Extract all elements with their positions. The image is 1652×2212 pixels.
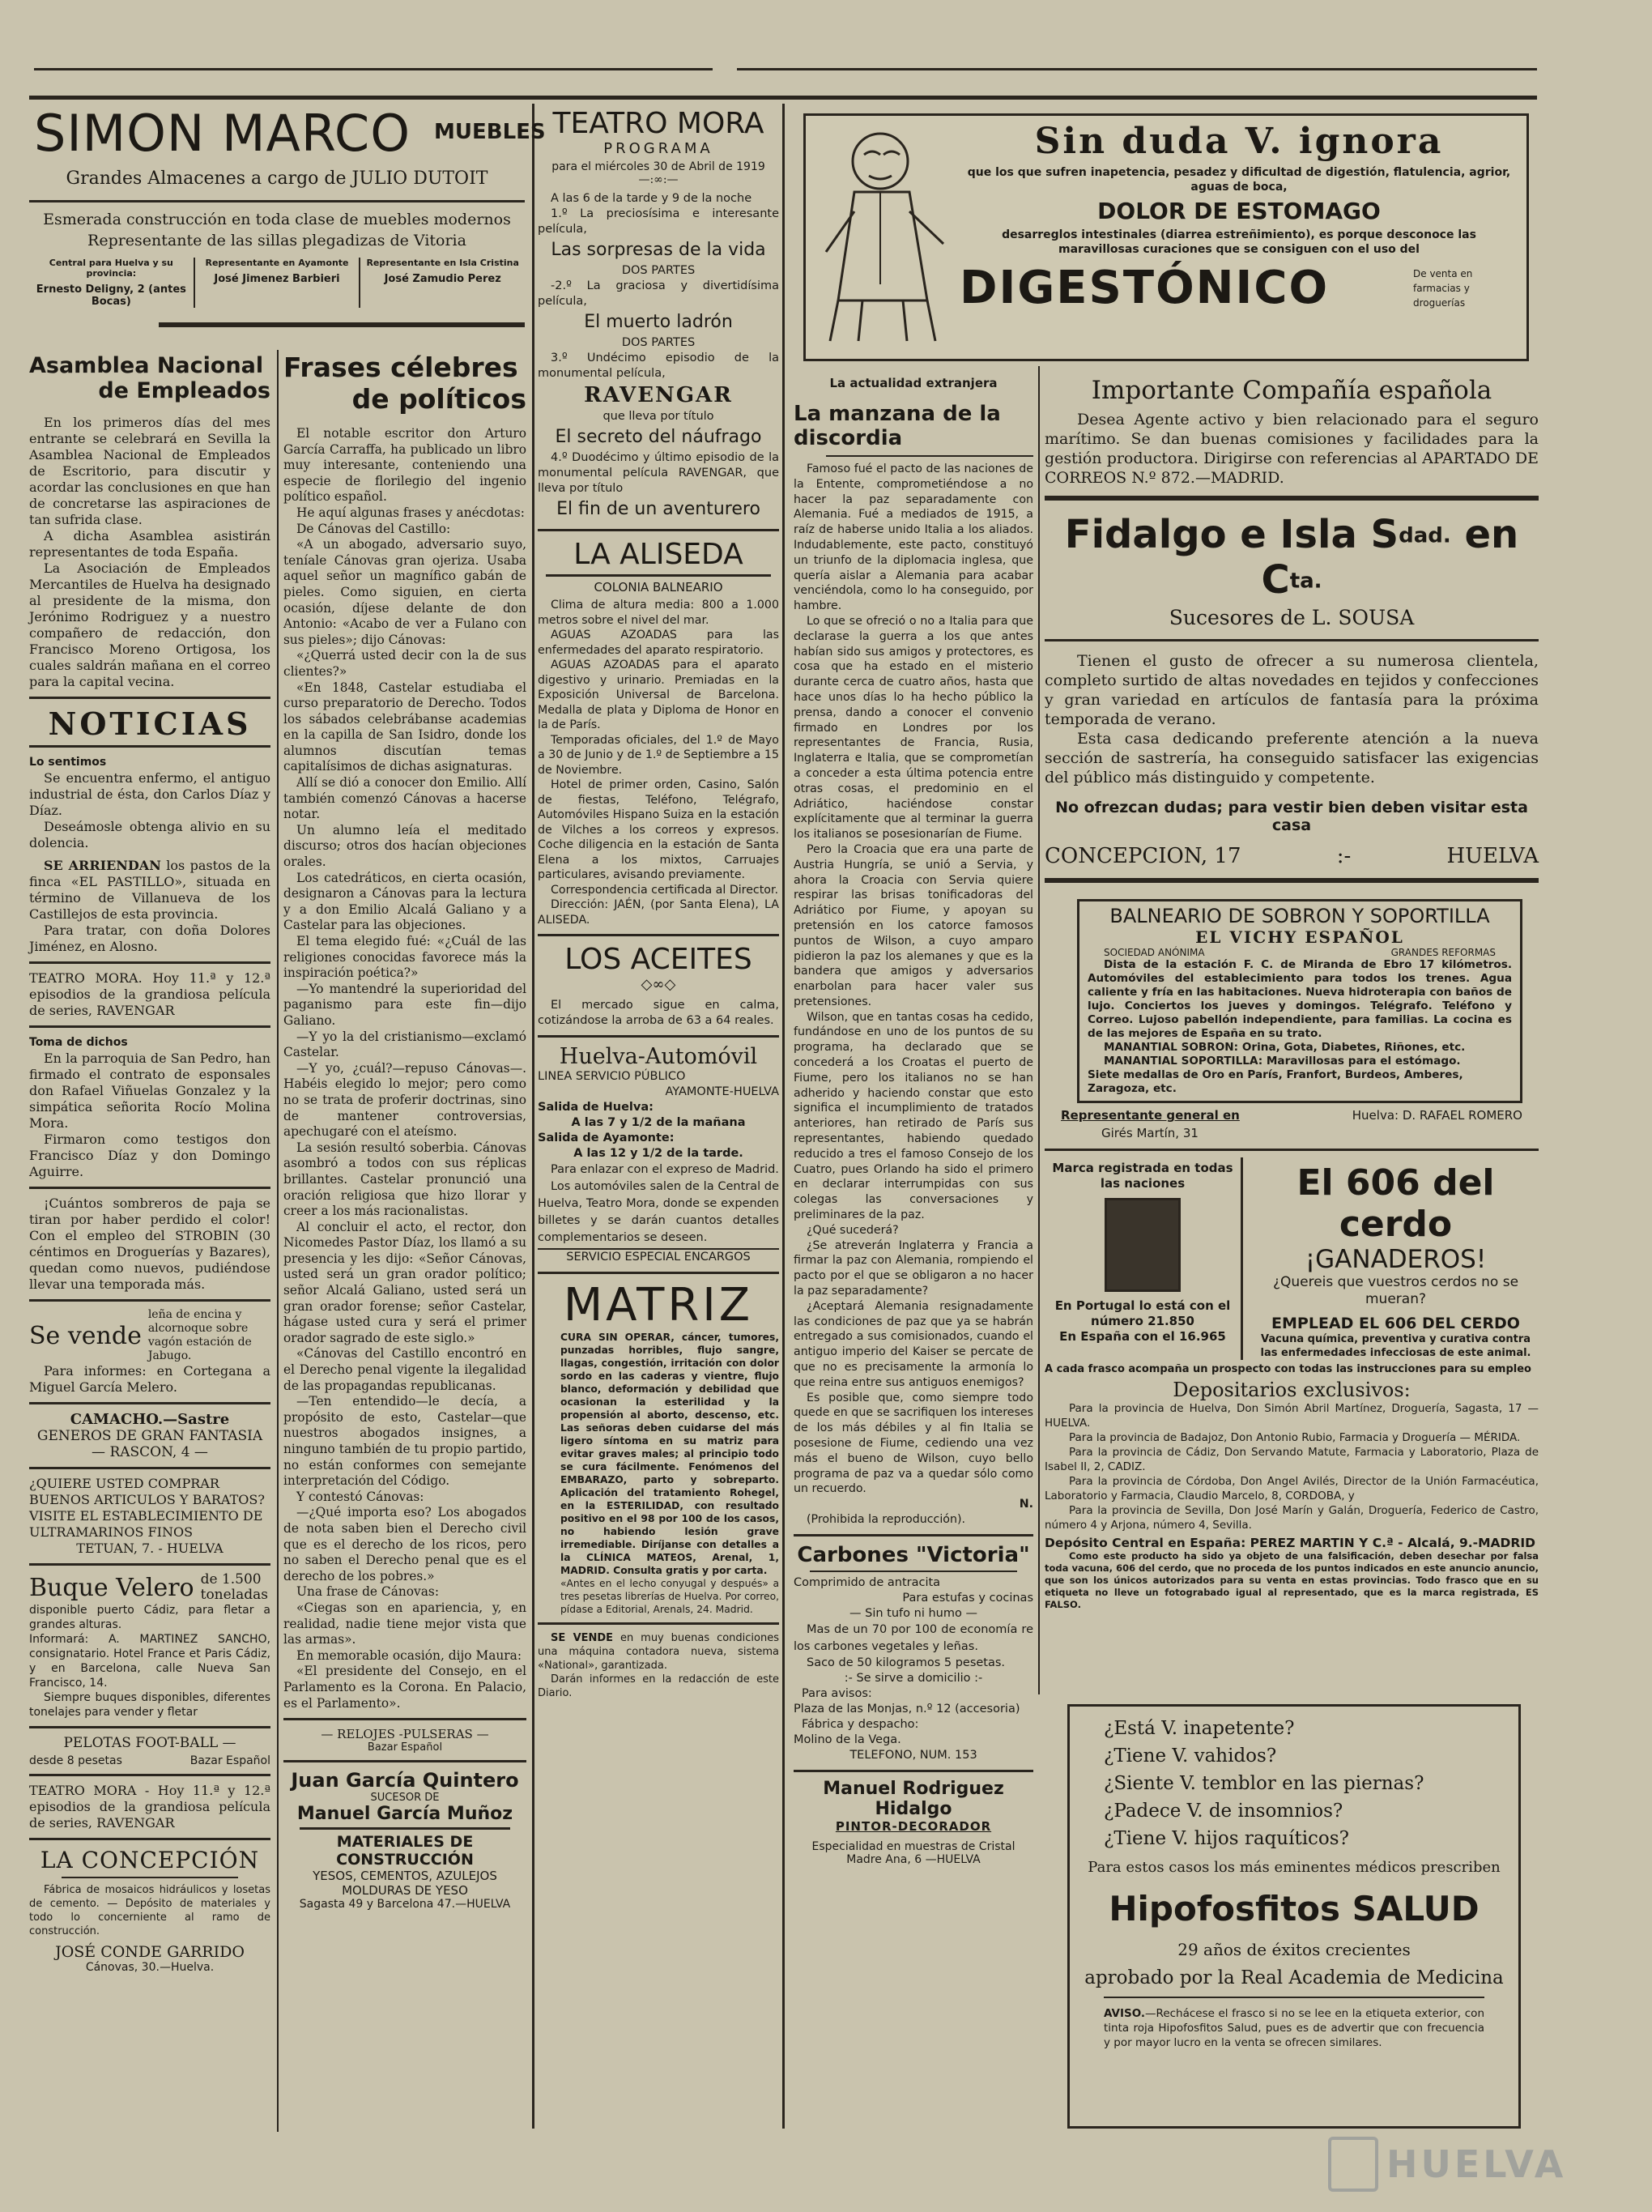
- carbones-l1: Comprimido de antracita: [794, 1575, 941, 1589]
- matriz-p2: «Antes en el lecho conyugal y después» a tres pesetas librerías de Huelva. Por correo, pídase a Editorial, Arenals, 24. Madrid.: [560, 1578, 779, 1615]
- watermark-text: HUELVA: [1386, 2142, 1567, 2186]
- salud-exitos: 29 años de éxitos crecientes: [1177, 1940, 1411, 1959]
- balneario-ad: [1077, 899, 1522, 1103]
- manzana-p6: ¿Se atreverán Inglaterra y Francia a firmar la paz con Alemania, rompiendo el pacto por el que se obligaron a no hacer la paz separadamente?: [794, 1238, 1033, 1298]
- hidalgo-l1: Especialidad en muestras de Cristal: [811, 1839, 1015, 1853]
- carbones-l7: Fábrica y despacho:: [802, 1717, 919, 1731]
- arriendan-lead: SE ARRIENDAN: [44, 858, 161, 873]
- teatro-mora-notice-2: TEATRO MORA - Hoy 11.ª y 12.ª episodios de la grandiosa película de series, RAVENGAR: [29, 1783, 270, 1831]
- garcia-l1: YESOS, CEMENTOS, AZULEJOS: [313, 1869, 497, 1884]
- balneario-sa: SOCIEDAD ANÓNIMA: [1104, 947, 1205, 958]
- garcia-prev: Manuel García Muñoz: [296, 1804, 513, 1825]
- frases-p15: Al concluir el acto, el rector, don Nicomedes Pastor Díaz, los llamó a su presencia y les dijo: «Señor Cánovas, usted será un gran orador político; señor Alcalá Galiano, usted será un gran orador forense; señor Castelar, hágase usted cura y será el primer orador sagrado de este siglo.»: [283, 1219, 526, 1345]
- salud-brand: Hipofosfitos SALUD: [1109, 1889, 1480, 1929]
- teatro-dp2: DOS PARTES: [621, 336, 696, 349]
- quiere-l2: VISITE EL ESTABLECIMIENTO DE ULTRAMARINOS FINOS: [29, 1508, 263, 1540]
- frases-p5: «¿Querrá usted decir con la de sus clientes?»: [283, 648, 526, 679]
- header-rule: [29, 96, 1537, 100]
- frases-p14: La sesión resultó soberbia. Cánovas asombró a todos con sus réplicas brillantes. Castelar pronunció una oración religiosa que hizo llorar y creer a los más racionalistas.: [283, 1140, 526, 1219]
- carbones-l6: Plaza de las Monjas, n.º 12 (accesoria): [794, 1702, 1020, 1715]
- col-divider-left: [277, 350, 279, 2132]
- noticias-h2: Toma de dichos: [29, 1036, 128, 1049]
- arriendan-text: los pastos de la finca «EL PASTILLO», situada en término de Villanueva de los Castillejos de esta provincia.: [29, 858, 271, 922]
- simon-sub: Grandes Almacenes a cargo de JULIO DUTOIT: [66, 168, 488, 189]
- aliseda-p1: Clima de altura media: 800 a 1.000 metros sobre el nivel del mar.: [538, 599, 779, 627]
- garcia-l2: MOLDURAS DE YESO: [342, 1883, 468, 1899]
- cerdo-stamp-icon: [1105, 1198, 1181, 1292]
- frases-title-2: de políticos: [351, 383, 526, 415]
- asamblea-title-2: de Empleados: [98, 378, 270, 403]
- asamblea-p3: La Asociación de Empleados Mercantiles de Huelva ha designado al presidente de la misma, don Jerónimo Rodriguez y a nuestro compañero de redacción, don Francisco Moreno Ortigosa, los cuales saldrán mañana en el correo para la capital vecina.: [29, 560, 270, 689]
- simon-marco-ad: [29, 104, 546, 343]
- frases-p1: El notable escritor don Arturo García Carraffa, ha publicado un libro muy interesante, conteniendo una especie de florilegio del ingenio político español.: [283, 426, 526, 505]
- fidalgo-en: en C: [1261, 512, 1519, 603]
- teatro-t4: El fin de un aventurero: [556, 499, 760, 519]
- frases-p20: Una frase de Cánovas:: [296, 1584, 440, 1600]
- manzana-kicker: La actualidad extranjera: [829, 376, 998, 390]
- buque-p1: disponible puerto Cádiz, para fletar a grandes alturas.: [29, 1604, 270, 1631]
- frases-p2: He aquí algunas frases y anécdotas:: [296, 505, 525, 520]
- aliseda-p5: Hotel de primer orden, Casino, Salón de fiestas, Teléfono, Telégrafo, Automóviles Hispano Suiza en la estación de Vilches a los correos y expresos. Coche diligencia en la estación de Santa Elena a los mixtos, Carruajes particulares, avisando previamente.: [538, 778, 779, 881]
- auto-h2: A las 12 y 1/2 de la tarde.: [573, 1147, 743, 1160]
- fidalgo-p2: Esta casa dedicando preferente atención a la nueva sección de sastrería, ha conseguido satisfacer las exigencias del público más distinguido y competente.: [1045, 730, 1539, 786]
- asamblea-title-1: Asamblea Nacional: [29, 353, 264, 378]
- manzana-p3: Pero la Croacia que era una parte de Austria Hungría, se unió a Servia, y ahora la Croacia con Servia quiere respirar las brisas tonificadoras del Adriático por Fiume, y apoyan su pretensión en los catorce famosos puntos de Wilson, a cuyo amparo pidieron la paz los alemanes y que es la bandera que amigos y adversarios enarbolan para hacer valer sus pretensiones.: [794, 842, 1033, 1008]
- fidalgo-suc: Sucesores de L. SOUSA: [1169, 606, 1415, 629]
- buque-p3: Siempre buques disponibles, diferentes tonelajes para vender y fletar: [29, 1691, 270, 1719]
- importante-title: Importante Compañía española: [1091, 376, 1492, 405]
- column-3: [538, 104, 779, 2129]
- noticias-p3: En la parroquia de San Pedro, han firmado el contrato de esponsales don Rafael Viñuelas Gonzalez y la simpática señorita Rocío Molina Mora.: [29, 1051, 270, 1131]
- cerdo-d1: Para la provincia de Huelva, Don Simón Abril Martínez, Droguería, Sagasta, 17 —HUELVA.: [1045, 1402, 1539, 1430]
- frases-p4: «A un abogado, adversario suyo, teníale Cánovas gran ojeriza. Usaba aquel señor un magnífico gabán de pieles. Como siguien, en cierta ocasión, díjese delante de don Antonio: «Acabo de ver a Fulano con sus pieles»; dijo Cánovas:: [283, 537, 526, 647]
- noticias-p4: Firmaron como testigos don Francisco Díaz y don Domingo Aguirre.: [29, 1132, 270, 1179]
- cerdo-central: Depósito Central en España: PEREZ MARTIN Y C.ª - Alcalá, 9.-MADRID: [1045, 1536, 1535, 1550]
- frases-p18: Y contestó Cánovas:: [296, 1489, 424, 1504]
- frases-p13: —Y yo, ¿cuál?—repuso Cánovas—. Habéis elegido lo mejor; pero como no se trata de proferir doctrinas, sino de mantener controversias, apechugaré con el ateísmo.: [283, 1060, 526, 1140]
- cerdo-espana: En España con el 16.965: [1059, 1329, 1226, 1344]
- cerdo-d5: Para la provincia de Sevilla, Don José Marín y Galán, Droguería, Federico de Castro, número 4 y Arjona, número 4, Sevilla.: [1045, 1504, 1539, 1532]
- teatro-dp1: DOS PARTES: [621, 264, 696, 277]
- carbones-l2: Para estufas y cocinas: [902, 1591, 1033, 1605]
- teatro-t3: El secreto del náufrago: [555, 427, 762, 447]
- auto-h1: A las 7 y 1/2 de la mañana: [571, 1116, 746, 1129]
- archive-logo-icon: [1328, 2137, 1378, 2192]
- frases-title-1: Frases célebres: [283, 352, 518, 383]
- digestonico-figure: [814, 122, 952, 349]
- salud-aviso: —Rechácese el frasco si no se lee en la etiqueta exterior, con tinta roja Hipofosfitos Salud, pues es de advertir que con frecuencia y por mayor lucro en la venta se ofrecen similares.: [1104, 2007, 1484, 2049]
- col-divider-1: [532, 104, 534, 2129]
- salud-q2: ¿Tiene V. vahidos?: [1104, 1745, 1277, 1767]
- teatro-i4: 4.º Duodécimo y último episodio de la monumental película RAVENGAR, que lleva por título: [538, 451, 779, 495]
- manzana-p5: ¿Qué sucederá?: [807, 1223, 899, 1237]
- aliseda-p7: Dirección: JAÉN, (por Santa Elena), LA ALISEDA.: [538, 898, 779, 927]
- relojes-l2: Bazar Español: [367, 1741, 443, 1754]
- auto-title: Huelva-Automóvil: [559, 1044, 758, 1069]
- pelotas-l3: Bazar Español: [189, 1754, 270, 1767]
- fidalgo-sdad: dad.: [1399, 523, 1451, 548]
- garcia-suc: SUCESOR DE: [370, 1792, 440, 1805]
- teatro-sep: —:∞:—: [638, 173, 679, 186]
- aliseda-p4: Temporadas oficiales, del 1.º de Mayo a 30 de Junio y de 1.º de Septiembre a 15 de Noviembre.: [538, 733, 779, 777]
- cerdo-portugal: En Portugal lo está con el número 21.850: [1054, 1298, 1231, 1328]
- aliseda-p3: AGUAS AZOADAS para el aparato digestivo y urinario. Premiadas en la Exposición Universal de Barcelona. Medalla de plata y Diploma de Honor en la de París.: [538, 658, 779, 731]
- importante-p: Desea Agente activo y bien relacionado para el seguro marítimo. Se dan buenas comisiones y facilidades para la gestión productora. Dirigirse con referencias al APARTADO DE CORREOS N.º 872.—MADRID.: [1045, 411, 1539, 487]
- matriz-sv-lead: SE VENDE: [551, 1632, 614, 1644]
- strobin-ad: ¡Cuántos sombreros de paja se tiran por haber perdido el color! Con el empleo del STROBIN (30 céntimos en Droguerías y Bazares), quedan como nuevos, pudiéndose llevar una temporada más.: [29, 1196, 270, 1292]
- salud-aprob: aprobado por la Real Academia de Medicina: [1084, 1967, 1504, 1988]
- frases-p16: «Cánovas del Castillo encontró en el Derecho penal vigente la ilegalidad de las propagandas republicanas.: [283, 1346, 526, 1393]
- fidalgo-bold: No ofrezcan dudas; para vestir bien deben visitar esta casa: [1055, 799, 1528, 834]
- frases-p23: «El presidente del Consejo, en el Parlamento es la Corona. En Palacio, es el Parlamento».: [283, 1664, 526, 1711]
- teatro-ravengar: RAVENGAR: [584, 383, 733, 407]
- salud-q3: ¿Siente V. temblor en las piernas?: [1104, 1773, 1424, 1794]
- balneario-title: BALNEARIO DE SOBRON Y SOPORTILLA: [1109, 905, 1490, 927]
- frases-p19: —¿Qué importa eso? Los abogados de nota saben bien el Derecho civil que es el derecho de los ricos, pero no saben el Derecho penal que es el derecho de los pobres.»: [283, 1505, 526, 1583]
- frases-p6: «En 1848, Castelar estudiaba el curso preparatorio de Derecho. Todos los sábados celebrábanse academias en la capilla de San Isidro, donde los alumnos discutían temas capitalísimos de dichas asignaturas.: [283, 680, 526, 774]
- column-1: [29, 350, 270, 2129]
- simon-c3-title: Representante en Isla Cristina: [366, 258, 519, 268]
- balneario-p1: Dista de la estación F. C. de Miranda de Ebro 17 kilómetros. Automóviles del establecimiento para todos los trenes. Agua caliente y fría en las habitaciones. Nueva hidroterapia con baños de lujo. Conciertos los jueves y domingos. Telégrafo. Teléfono y Correo. Lujoso pabellón independiente, para familias. La cocina es de las mejores de España en su trato.: [1088, 958, 1512, 1040]
- teatro-title: TEATRO MORA: [552, 107, 764, 140]
- cerdo-aviso: Como este producto ha sido ya objeto de una falsificación, deben desechar por falsa toda vacuna, 606 del cerdo, que no proceda de los puntos indicados en este anuncio anuncio, que son los únicos autorizados para su venta en estas provincias. Todo frasco que en su etiqueta no lleve un fotograbado igual al representado, que es la marca registrada, ES FALSO.: [1045, 1550, 1539, 1610]
- simon-c3-value: José Zamudio Perez: [384, 273, 501, 285]
- frases-p12: —Y yo la del cristianismo—exclamó Castelar.: [283, 1029, 526, 1060]
- top-rule-left: [34, 68, 713, 70]
- salud-aviso-lead: AVISO.: [1104, 2007, 1146, 2020]
- balneario-hv: Huelva: D. RAFAEL ROMERO: [1352, 1108, 1522, 1123]
- teatro-mora-notice-1: TEATRO MORA. Hoy 11.ª y 12.ª episodios de la grandiosa película de series, RAVENGAR: [29, 970, 270, 1018]
- balneario-rep: Representante general en: [1061, 1108, 1240, 1123]
- fidalgo-addr-sep: :-: [1336, 844, 1352, 868]
- fidalgo-addr1: CONCEPCION, 17: [1045, 844, 1241, 868]
- camacho-title: CAMACHO.—Sastre: [70, 1411, 230, 1428]
- aceites-ornament-icon: ◇∞◇: [641, 976, 676, 993]
- asamblea-p2: A dicha Asamblea asistirán representantes de toda España.: [29, 528, 270, 560]
- digestonico-venta: De venta en farmacias y droguerías: [1413, 267, 1473, 309]
- concepcion-title: LA CONCEPCIÓN: [40, 1847, 260, 1873]
- col-divider-2: [782, 104, 785, 2129]
- manzana-sig: N.: [1019, 1498, 1033, 1511]
- digestonico-p1: que los que sufren inapetencia, pesadez y dificultad de digestión, flatulencia, agrior, aguas de boca,: [967, 166, 1511, 194]
- camacho-l2: — RASCON, 4 —: [92, 1444, 208, 1460]
- arriendan-contact: Para tratar, con doña Dolores Jiménez, en Alosno.: [29, 923, 270, 954]
- carbones-l9: TELEFONO, NUM. 153: [849, 1748, 977, 1762]
- noticias-h1: Lo sentimos: [29, 756, 107, 769]
- noticias-title: NOTICIAS: [48, 705, 252, 742]
- teatro-fecha: para el miércoles 30 de Abril de 1919: [551, 160, 765, 173]
- frases-p3: De Cánovas del Castillo:: [296, 521, 451, 536]
- garcia-name: Juan García Quintero: [291, 1769, 519, 1792]
- manzana-p4: Wilson, que en tantas cosas ha cedido, fundándose en uno de los puntos de su programa, ha declarado que se concederá a los Croatas el puerto de Fiume, pero los italianos no se han adherido y haciendo constar que esto significa el incumplimiento de tratados anteriores, han retirado de París sus representantes, habiendo quedado reducido a tres el famoso Consejo de los Cuatro, pues Orlando ha sido el primero en declarar interrumpidas con sus colegas las conversaciones y preliminares de la paz.: [794, 1010, 1033, 1222]
- fidalgo-title: Fidalgo e Isla S: [1064, 512, 1399, 557]
- manzana-p2: Lo que se ofreció o no a Italia para que declarase la guerra a los que antes habían sido sus amigos y protectores, es cosa que ha estado en el misterio durante cerca de cuatro años, hasta que hace unos días lo ha hecho público la prensa, dando a conocer el convenio firmado en Londres por los representantes de Francia, Rusia, Inglaterra e Italia, que se comprometían a conceder a esta última potencia entre otras cosas, el predominio en el Adriático, haciéndose constar explícitamente que al terminar la guerra los italianos se posesionarían de Fiume.: [794, 614, 1033, 842]
- cerdo-vac: Vacuna química, preventiva y curativa contra las enfermedades infecciosas de este animal.: [1260, 1333, 1531, 1359]
- aliseda-title: LA ALISEDA: [573, 538, 743, 571]
- col-divider-right: [1038, 366, 1040, 1694]
- hidalgo-prof: PINTOR-DECORADOR: [835, 1818, 992, 1834]
- carbones-l4: :- Se sirve a domicilio :-: [844, 1671, 983, 1685]
- buque-p2: Informará: A. MARTINEZ SANCHO, consignatario. Hotel France et Paris Cádiz, y en Barcelona, calle Nueva San Francisco, 14.: [29, 1633, 270, 1690]
- matriz-sv2: Darán informes en la redacción de este Diario.: [538, 1673, 779, 1699]
- teatro-programa: PROGRAMA: [603, 140, 713, 157]
- cerdo-gan: ¡GANADEROS!: [1305, 1245, 1487, 1274]
- sevende-title: Se vende: [29, 1321, 142, 1350]
- digestonico-man-icon: [814, 122, 952, 349]
- balneario-addr: Girés Martín, 31: [1101, 1126, 1199, 1140]
- manzana-p8: Es posible que, como siempre todo quede en que se sacrifiquen los intereses de los más débiles y al fin Italia se posesione de Fiume, cediendo una vez más el bueno de Wilson, cuyo bello programa de paz va a quedar sólo como un recuerdo.: [794, 1391, 1033, 1496]
- auto-s2: Salida de Ayamonte:: [538, 1132, 675, 1144]
- noticias-p2: Deseámosle obtenga alivio en su dolencia.: [29, 819, 270, 850]
- frases-p11: —Yo mantendré la superioridad del paganismo para este fin—dijo Galiano.: [283, 981, 526, 1028]
- cerdo-title: El 606 del cerdo: [1296, 1162, 1495, 1245]
- auto-p2: Los automóviles salen de la Central de Huelva, Teatro Mora, donde se expenden billetes y se darán cuantos detalles complementarios se deseen.: [538, 1180, 779, 1244]
- balneario-gr: GRANDES REFORMAS: [1390, 947, 1496, 958]
- top-rule-right: [737, 68, 1537, 70]
- column-right: [1045, 371, 1539, 1699]
- quiere-l3: TETUAN, 7. - HUELVA: [76, 1541, 224, 1556]
- teatro-t2: El muerto ladrón: [584, 312, 733, 332]
- column-2: [283, 350, 526, 2129]
- relojes-l1: — RELOJES -PULSERAS —: [321, 1727, 489, 1742]
- cerdo-d2: Para la provincia de Badajoz, Don Antonio Rubio, Farmacia y Droguería — MÉRIDA.: [1069, 1431, 1521, 1444]
- frases-p17: —Ten entendido—le decía, a propósito de esto, Castelar—que nuestros abogados insignes, a ninguno también de tu propio partido, no están conformes con semejante interpretación del Código.: [283, 1394, 526, 1489]
- fidalgo-cta: ta.: [1289, 569, 1322, 594]
- cerdo-d3: Para la provincia de Cádiz, Don Servando Matute, Farmacia y Laboratorio, Plaza de Isabel II, 2, CADIZ.: [1045, 1446, 1539, 1473]
- balneario-p2: Siete medallas de Oro en París, Franfort, Burdeos, Amberes, Zaragoza, etc.: [1088, 1068, 1463, 1095]
- manzana-title: La manzana de la discordia: [794, 402, 1001, 450]
- buque-side: de 1.500 toneladas: [200, 1571, 268, 1603]
- simon-c2-title: Representante en Ayamonte: [205, 258, 349, 268]
- auto-l1: LINEA SERVICIO PÚBLICO: [538, 1070, 686, 1083]
- simon-line1: Esmerada construcción en toda clase de muebles modernos: [43, 211, 511, 228]
- column-4: [794, 371, 1033, 2129]
- matriz-title: MATRIZ: [563, 1279, 754, 1332]
- cerdo-emp: EMPLEAD EL 606 DEL CERDO: [1271, 1315, 1520, 1332]
- sevende-info: Para informes: en Cortegana a Miguel García Melero.: [29, 1363, 270, 1395]
- manzana-p1: Famoso fué el pacto de las naciones de la Entente, comprometiéndose a no hacer la paz separadamente con Alemania. Fué a mediados de 1915, a raíz de haberse unido Italia a los aliados. Indudablemente, este pacto, constituyó un triunfo de la diplomacia inglesa, que quería aislar a Alemania para acabar venciéndola, como lo ha conseguido, por hambre.: [794, 462, 1033, 613]
- simon-line2: Representante de las sillas plegadizas de Vitoria: [87, 232, 466, 249]
- frases-p8: Un alumno leía el meditado discurso; otros dos hacían objeciones orales.: [283, 822, 526, 870]
- carbones-l5: Para avisos:: [802, 1686, 872, 1700]
- balneario-m2: MANANTIAL SOPORTILLA: Maravillosas para el estómago.: [1104, 1055, 1461, 1068]
- simon-name: SIMON MARCO: [34, 104, 411, 163]
- manzana-prohib: (Prohibida la reproducción).: [807, 1512, 965, 1526]
- manzana-p7: ¿Aceptará Alemania resignadamente las condiciones de paz que ya se habrán entregado a sus comisionados, cuando el antiguo imperio del Kaiser se percate de que no es precisamente la armonía lo que reina entre sus antiguos enemigos?: [794, 1299, 1033, 1389]
- aliseda-sub: COLONIA BALNEARIO: [594, 580, 723, 595]
- hidalgo-l2: Madre Ana, 6 —HUELVA: [846, 1852, 981, 1866]
- aliseda-p2: AGUAS AZOADAS para las enfermedades del aparato respiratorio.: [538, 629, 779, 657]
- carbones-p2: Saco de 50 kilogramos 5 pesetas.: [807, 1656, 1006, 1669]
- salud-q4: ¿Padece V. de insomnios?: [1104, 1801, 1343, 1822]
- digestonico-dolor: DOLOR DE ESTOMAGO: [1097, 198, 1381, 224]
- balneario-sub: EL VICHY ESPAÑOL: [1195, 927, 1404, 947]
- aceites-p: El mercado sigue en calma, cotizándose la arroba de 63 a 64 reales.: [538, 999, 779, 1027]
- cerdo-d4: Para la provincia de Córdoba, Don Angel Avilés, Director de la Unión Farmacéutica, Laboratorio y Farmacia, Claudio Marcelo, 8, CORDOBA, y: [1045, 1475, 1539, 1502]
- matriz-sv-text: en muy buenas condiciones una máquina contadora nueva, sistema «National», garantizada.: [538, 1632, 779, 1672]
- salud-q1: ¿Está V. inapetente?: [1104, 1718, 1295, 1739]
- frases-p10: El tema elegido fué: «¿Cuál de las religiones conocidas favorece más la inspiración poética?»: [283, 934, 526, 981]
- teatro-i1: 1.º La preciosísima e interesante película,: [538, 207, 779, 236]
- cerdo-dep: Depositarios exclusivos:: [1173, 1379, 1411, 1401]
- frases-p21: «Ciegas son en apariencia, y, en realidad, nadie tiene mejor vista que las armas».: [283, 1600, 526, 1647]
- matriz-p1: CURA SIN OPERAR, cáncer, tumores, punzadas horribles, flujo sangre, llagas, congestión, irritación con dolor sordo en las caderas y vientre, flujo blanco, deformación y debilidad que ocasionan la esterilidad y la propensión al aborto, descenso, etc. Las señoras deben cuidarse del más ligero síntoma en su matriz para evitar graves males; al principio todo se cura fácilmente. Fenómenos del EMBARAZO, parto y sobreparto. Aplicación del tratamiento Rohegel, en la ESTERILIDAD, con resultado positivo en el 98 por 100 de los casos, no habiendo lesión grave irremediable. Diríjanse con detalles a la CLÍNICA MATEOS, Arenal, 1, MADRID. Consulta gratis y por carta.: [560, 1332, 779, 1576]
- camacho-l1: GENEROS DE GRAN FANTASIA: [36, 1428, 263, 1444]
- concepcion-p: Fábrica de mosaicos hidráulicos y losetas de cemento. — Depósito de materiales y todo lo concerniente al ramo de construcción.: [29, 1884, 270, 1937]
- cerdo-marca: Marca registrada en todas las naciones: [1052, 1161, 1233, 1191]
- auto-l2: AYAMONTE-HUELVA: [665, 1085, 779, 1098]
- cerdo-frasco: A cada frasco acompaña un prospecto con todas las instrucciones para su empleo: [1045, 1363, 1531, 1375]
- aceites-title: LOS ACEITES: [564, 943, 752, 976]
- fidalgo-p1: Tienen el gusto de ofrecer a su numerosa clientela, completo surtido de altas novedades en tejidos y confecciones y gran variedad en artículos de fantasía para la próxima temporada de verano.: [1045, 652, 1539, 728]
- asamblea-p1: En los primeros días del mes entrante se celebrará en Sevilla la Asamblea Nacional de Empleados de Escritorio, para discutir y acordar las conclusiones en que han de concretarse las aspiraciones de tan sufrida clase.: [29, 415, 270, 527]
- carbones-title: Carbones "Victoria": [797, 1542, 1030, 1567]
- buque-title: Buque Velero: [29, 1573, 194, 1602]
- frases-p9: Los catedráticos, en cierta ocasión, designaron a Cánovas para la lectura y a don Emilio Alcalá Galiano y a Castelar para las objeciones.: [283, 870, 526, 933]
- digestonico-brand: DIGESTÓNICO: [960, 262, 1330, 314]
- simon-muebles: MUEBLES: [434, 120, 546, 144]
- balneario-m1: MANANTIAL SOBRON: Orina, Gota, Diabetes, Riñones, etc.: [1104, 1041, 1466, 1054]
- simon-c1-title: Central para Huelva y su provincia:: [49, 258, 173, 279]
- pelotas-l1: PELOTAS FOOT-BALL —: [63, 1735, 236, 1751]
- salud-q5: ¿Tiene V. hijos raquíticos?: [1104, 1828, 1349, 1849]
- quiere-l1: ¿QUIERE USTED COMPRAR BUENOS ARTICULOS Y BARATOS?: [29, 1476, 265, 1507]
- teatro-i2: -2.º La graciosa y divertidísima película,: [538, 279, 779, 308]
- simon-c2-value: José Jimenez Barbieri: [214, 273, 340, 285]
- teatro-titulo: que lleva por título: [602, 410, 714, 423]
- concepcion-name: JOSÉ CONDE GARRIDO: [55, 1943, 245, 1961]
- cerdo-q: ¿Quereis que vuestros cerdos no se mueran?: [1272, 1274, 1519, 1307]
- frases-p22: En memorable ocasión, dijo Maura:: [296, 1647, 522, 1663]
- noticias-p1: Se encuentra enfermo, el antiguo industrial de ésta, don Carlos Díaz y Díaz.: [29, 770, 270, 818]
- frases-p7: Allí se dió a conocer don Emilio. Allí también comenzó Cánovas a hacerse notar.: [283, 775, 526, 822]
- teatro-t1: Las sorpresas de la vida: [551, 240, 766, 260]
- digestonico-p2: desarreglos intestinales (diarrea estreñimiento), es porque desconoce las maravillosas curaciones que se consiguen con el uso del: [1002, 228, 1476, 256]
- garcia-mat: MATERIALES DE CONSTRUCCIÓN: [336, 1833, 474, 1869]
- teatro-i3: 3.º Undécimo episodio de la monumental película,: [538, 352, 779, 380]
- concepcion-addr: Cánovas, 30.—Huelva.: [85, 1961, 215, 1974]
- carbones-l3: — Sin tufo ni humo —: [849, 1606, 977, 1620]
- pelotas-l2: desde 8 pesetas: [29, 1754, 122, 1767]
- aliseda-p6: Correspondencia certificada al Director.: [551, 883, 779, 897]
- carbones-p1: Mas de un 70 por 100 de economía re los carbones vegetales y leñas.: [794, 1622, 1033, 1653]
- simon-c1-value: Ernesto Deligny, 2 (antes Bocas): [36, 283, 186, 308]
- teatro-horas: A las 6 de la tarde y 9 de la noche: [551, 192, 752, 205]
- digestonico-title: Sin duda V. ignora: [1034, 121, 1444, 162]
- auto-p3: SERVICIO ESPECIAL ENCARGOS: [538, 1248, 779, 1265]
- carbones-l8: Molino de la Vega.: [794, 1733, 901, 1746]
- garcia-addr: Sagasta 49 y Barcelona 47.—HUELVA: [299, 1898, 511, 1912]
- hidalgo-name: Manuel Rodriguez Hidalgo: [823, 1778, 1004, 1819]
- sevende-side: leña de encina y alcornoque sobre vagón estación de Jabugo.: [147, 1308, 252, 1362]
- digestonico-ad: [803, 113, 1529, 361]
- cerdo-marca-panel: [1045, 1157, 1243, 1360]
- salud-ad: [1067, 1704, 1521, 2129]
- auto-s1: Salida de Huelva:: [538, 1101, 654, 1114]
- archive-watermark: [1328, 2130, 1603, 2198]
- fidalgo-addr2: HUELVA: [1446, 844, 1539, 868]
- auto-p1: Para enlazar con el expreso de Madrid.: [551, 1163, 779, 1176]
- salud-casos: Para estos casos los más eminentes médicos prescriben: [1088, 1859, 1501, 1876]
